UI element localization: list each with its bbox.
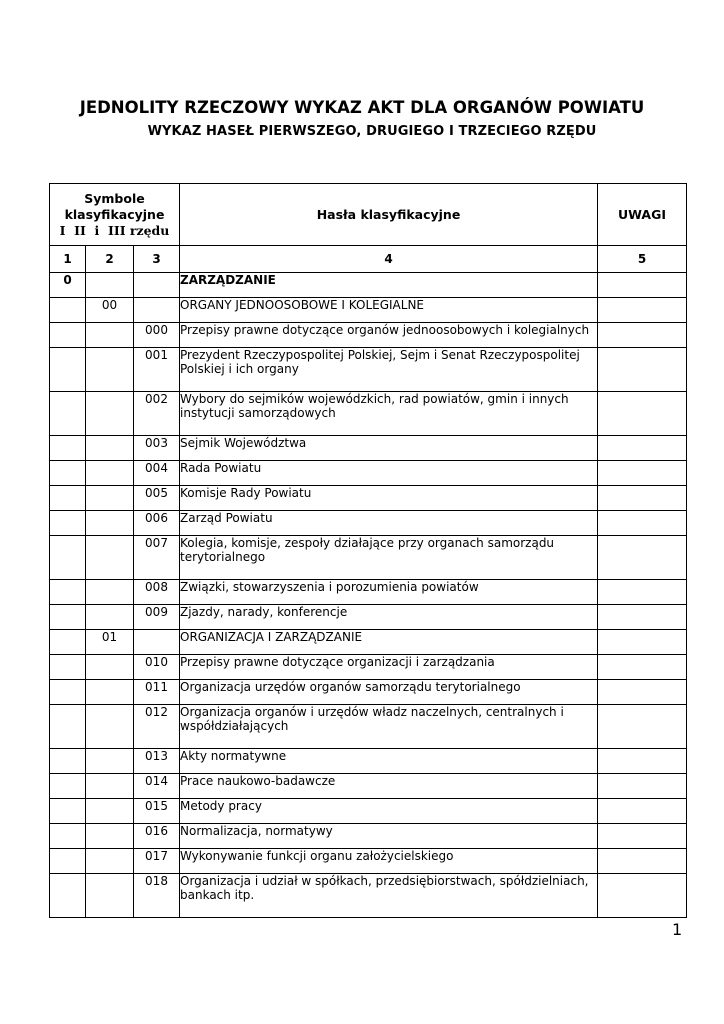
uwagi-cell — [598, 486, 687, 511]
uwagi-cell — [598, 511, 687, 536]
hasla-text: Organizacja urzędów organów samorządu terytorialnego — [180, 680, 598, 705]
uwagi-cell — [598, 298, 687, 323]
symbol-level3: 001 — [134, 348, 180, 392]
symbol-level3: 008 — [134, 580, 180, 605]
symbol-level3: 009 — [134, 605, 180, 630]
symbol-level2 — [86, 605, 134, 630]
symbol-level2 — [86, 749, 134, 774]
symbol-level3 — [134, 630, 180, 655]
symbol-level3: 017 — [134, 849, 180, 874]
hasla-text: Wybory do sejmików wojewódzkich, rad powiatów, gmin i innych instytucji samorządowych — [180, 392, 598, 436]
symbol-level1 — [50, 874, 86, 918]
uwagi-cell — [598, 705, 687, 749]
uwagi-cell — [598, 348, 687, 392]
table-body — [50, 273, 687, 918]
symbol-level1 — [50, 323, 86, 348]
uwagi-cell — [598, 774, 687, 799]
classification-table — [49, 183, 687, 918]
uwagi-cell — [598, 536, 687, 580]
symbol-level3: 013 — [134, 749, 180, 774]
hasla-text: Akty normatywne — [180, 749, 598, 774]
symbols-header-line3: I II i III rzędu — [59, 222, 170, 238]
hasla-text: Prezydent Rzeczypospolitej Polskiej, Sejm i Senat Rzeczypospolitej Polskiej i ich organy — [180, 348, 598, 392]
hasla-text: Przepisy prawne dotyczące organizacji i zarządzania — [180, 655, 598, 680]
table-row — [50, 680, 687, 705]
symbol-level3: 010 — [134, 655, 180, 680]
hasla-text: Kolegia, komisje, zespoły działające przy organach samorządu terytorialnego — [180, 536, 598, 580]
hasla-text: Sejmik Województwa — [180, 436, 598, 461]
hasla-text: Komisje Rady Powiatu — [180, 486, 598, 511]
symbol-level1 — [50, 580, 86, 605]
symbol-level2 — [86, 874, 134, 918]
symbol-level1 — [50, 486, 86, 511]
hasla-text: Rada Powiatu — [180, 461, 598, 486]
symbol-level2: 00 — [86, 298, 134, 323]
symbol-level3: 016 — [134, 824, 180, 849]
symbol-level2 — [86, 655, 134, 680]
symbol-level1 — [50, 774, 86, 799]
table-row — [50, 536, 687, 580]
uwagi-cell — [598, 580, 687, 605]
uwagi-cell — [598, 874, 687, 918]
symbol-level2 — [86, 273, 134, 298]
hasla-text: Związki, stowarzyszenia i porozumienia powiatów — [180, 580, 598, 605]
symbol-level2 — [86, 580, 134, 605]
symbol-level1 — [50, 348, 86, 392]
symbol-level2 — [86, 511, 134, 536]
uwagi-cell — [598, 273, 687, 298]
symbol-level3: 011 — [134, 680, 180, 705]
uwagi-cell — [598, 749, 687, 774]
table-row — [50, 511, 687, 536]
symbol-level3: 003 — [134, 436, 180, 461]
table-row — [50, 605, 687, 630]
symbol-level3: 000 — [134, 323, 180, 348]
uwagi-cell — [598, 436, 687, 461]
symbol-level2 — [86, 680, 134, 705]
table-row — [50, 580, 687, 605]
symbol-level3: 007 — [134, 536, 180, 580]
symbol-level1 — [50, 799, 86, 824]
symbol-level3: 018 — [134, 874, 180, 918]
hasla-header: Hasła klasyfikacyjne — [180, 184, 598, 246]
table-row — [50, 824, 687, 849]
symbol-level2: 01 — [86, 630, 134, 655]
uwagi-cell — [598, 824, 687, 849]
hasla-text: ORGANIZACJA I ZARZĄDZANIE — [180, 630, 598, 655]
symbol-level1 — [50, 630, 86, 655]
table-row — [50, 799, 687, 824]
symbol-level2 — [86, 348, 134, 392]
hasla-text: ORGANY JEDNOOSOBOWE I KOLEGIALNE — [180, 298, 598, 323]
document-subtitle: WYKAZ HASEŁ PIERWSZEGO, DRUGIEGO I TRZECIEGO RZĘDU — [147, 124, 597, 139]
symbol-level1 — [50, 749, 86, 774]
col-number-3: 3 — [134, 246, 180, 273]
symbol-level1 — [50, 298, 86, 323]
uwagi-header: UWAGI — [598, 184, 687, 246]
symbol-level3: 005 — [134, 486, 180, 511]
symbol-level2 — [86, 824, 134, 849]
table-row — [50, 348, 687, 392]
column-number-row — [50, 246, 687, 273]
table-row — [50, 486, 687, 511]
symbol-level2 — [86, 849, 134, 874]
table-row — [50, 392, 687, 436]
table-row — [50, 655, 687, 680]
symbol-level1 — [50, 392, 86, 436]
symbol-level1 — [50, 605, 86, 630]
symbol-level2 — [86, 323, 134, 348]
col-number-2: 2 — [86, 246, 134, 273]
symbol-level1 — [50, 824, 86, 849]
table-row — [50, 705, 687, 749]
symbol-level1 — [50, 436, 86, 461]
symbol-level2 — [86, 461, 134, 486]
uwagi-cell — [598, 392, 687, 436]
table-row — [50, 436, 687, 461]
symbol-level1 — [50, 705, 86, 749]
table-row — [50, 630, 687, 655]
symbol-level3: 015 — [134, 799, 180, 824]
symbol-level2 — [86, 705, 134, 749]
symbol-level1 — [50, 536, 86, 580]
uwagi-cell — [598, 849, 687, 874]
col-number-5: 5 — [598, 246, 687, 273]
uwagi-cell — [598, 323, 687, 348]
table-row — [50, 849, 687, 874]
symbol-level3: 006 — [134, 511, 180, 536]
symbol-level1 — [50, 511, 86, 536]
table-row — [50, 461, 687, 486]
symbol-level3: 014 — [134, 774, 180, 799]
document-title: JEDNOLITY RZECZOWY WYKAZ AKT DLA ORGANÓW POWIATU — [79, 98, 645, 117]
symbol-level2 — [86, 436, 134, 461]
hasla-text: Zarząd Powiatu — [180, 511, 598, 536]
table-row — [50, 298, 687, 323]
symbol-level1 — [50, 655, 86, 680]
table-header-row — [50, 184, 687, 246]
uwagi-cell — [598, 680, 687, 705]
hasla-text: Prace naukowo-badawcze — [180, 774, 598, 799]
symbol-level2 — [86, 392, 134, 436]
hasla-text: ZARZĄDZANIE — [180, 273, 598, 298]
symbol-level2 — [86, 536, 134, 580]
page-number: 1 — [672, 920, 683, 939]
symbol-level3 — [134, 298, 180, 323]
symbols-header — [50, 184, 180, 246]
uwagi-cell — [598, 655, 687, 680]
table-row — [50, 749, 687, 774]
uwagi-cell — [598, 799, 687, 824]
symbol-level3 — [134, 273, 180, 298]
table-row — [50, 273, 687, 298]
uwagi-cell — [598, 461, 687, 486]
table-row — [50, 323, 687, 348]
symbol-level3: 004 — [134, 461, 180, 486]
symbol-level3: 002 — [134, 392, 180, 436]
hasla-text: Przepisy prawne dotyczące organów jednoosobowych i kolegialnych — [180, 323, 598, 348]
hasla-text: Metody pracy — [180, 799, 598, 824]
hasla-text: Organizacja organów i urzędów władz naczelnych, centralnych i współdziałających — [180, 705, 598, 749]
symbol-level1: 0 — [50, 273, 86, 298]
symbols-header-line1: Symbole — [84, 190, 145, 206]
symbol-level2 — [86, 774, 134, 799]
hasla-text: Normalizacja, normatywy — [180, 824, 598, 849]
col-number-1: 1 — [50, 246, 86, 273]
symbol-level1 — [50, 680, 86, 705]
symbol-level1 — [50, 849, 86, 874]
symbols-header-line2: klasyfikacyjne — [64, 206, 165, 222]
table-row — [50, 874, 687, 918]
hasla-text: Zjazdy, narady, konferencje — [180, 605, 598, 630]
uwagi-cell — [598, 605, 687, 630]
symbol-level3: 012 — [134, 705, 180, 749]
symbol-level2 — [86, 799, 134, 824]
symbol-level1 — [50, 461, 86, 486]
hasla-text: Organizacja i udział w spółkach, przedsiębiorstwach, spółdzielniach, bankach itp. — [180, 874, 598, 918]
symbol-level2 — [86, 486, 134, 511]
hasla-text: Wykonywanie funkcji organu założycielskiego — [180, 849, 598, 874]
uwagi-cell — [598, 630, 687, 655]
col-number-4: 4 — [180, 246, 598, 273]
table-row — [50, 774, 687, 799]
